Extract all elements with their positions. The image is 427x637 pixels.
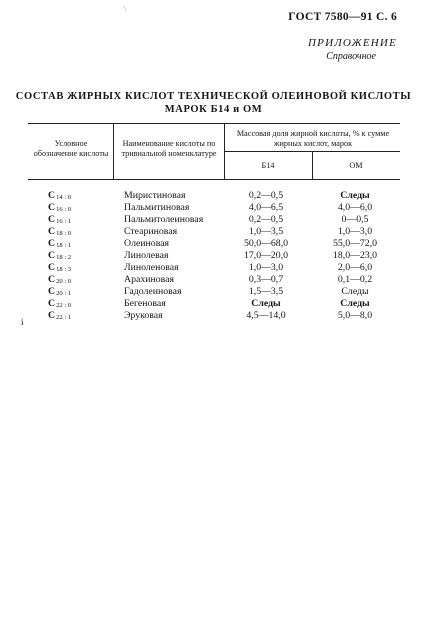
table-row-om: 4,0—6,0	[337, 202, 373, 213]
title-line-2: МАРОК Б14 и ОМ	[164, 104, 263, 115]
table-row-b14: 50,0—68,0	[243, 238, 289, 249]
table-row-b14: 4,0—6,5	[248, 202, 284, 213]
table-row-om: Следы	[341, 286, 369, 297]
table-row-om: 1,0—3,0	[337, 226, 373, 237]
appendix-label: ПРИЛОЖЕНИЕ	[308, 37, 397, 49]
table-row-name: Линолевая	[124, 250, 169, 261]
table-row-code: C16 : 0	[48, 202, 72, 213]
table-row-code: C22 : 1	[48, 310, 72, 321]
table-row-name: Стеариновая	[124, 226, 178, 237]
table-row-om: 55,0—72,0	[332, 238, 378, 249]
table-row-om: 0—0,5	[341, 214, 369, 225]
table-row-code: C16 : 1	[48, 214, 72, 225]
table-row-b14: 1,0—3,0	[248, 262, 284, 273]
table-row-b14: 1,0—3,5	[248, 226, 284, 237]
table-row-om: Следы	[340, 298, 370, 309]
table-row-b14: 0,2—0,5	[248, 190, 284, 201]
table-row-b14: 17,0—20,0	[243, 250, 289, 261]
table-row-name: Гадолеиновая	[124, 286, 182, 297]
table-row-b14: 0,2—0,5	[248, 214, 284, 225]
table-row-code: C14 : 0	[48, 190, 72, 201]
header-divider-2	[224, 123, 225, 179]
table-top-rule	[28, 123, 400, 124]
header-divider-1	[113, 123, 114, 179]
header-grade-om: ОМ	[349, 161, 363, 170]
table-row-code: C18 : 3	[48, 262, 72, 273]
table-row-name: Пальмитолеиновая	[124, 214, 204, 225]
page-header-standard: ГОСТ 7580—91 С. 6	[288, 11, 397, 23]
table-row-b14: 1,5—3,5	[248, 286, 284, 297]
table-row-name: Арахиновая	[124, 274, 174, 285]
header-mass-fraction: Массовая доля жирной кислоты, % к сумме жирных кислот, марок	[236, 129, 390, 148]
table-row-om: Следы	[340, 190, 370, 201]
table-row-om: 18,0—23,0	[332, 250, 378, 261]
header-grade-b14: Б14	[261, 161, 275, 170]
header-acid-name: Наименование кислоты по тривиальной номенклатуре	[121, 139, 217, 158]
table-row-b14: Следы	[251, 298, 281, 309]
header-bottom-rule	[28, 179, 400, 180]
table-row-b14: 4,5—14,0	[246, 310, 286, 321]
header-divider-3	[312, 151, 313, 179]
document-title	[0, 90, 427, 116]
appendix-type: Справочное	[326, 51, 376, 62]
table-row-name: Пальмитиновая	[124, 202, 190, 213]
margin-mark: i	[21, 317, 24, 327]
table-row-om: 0,1—0,2	[337, 274, 373, 285]
table-row-code: C18 : 2	[48, 250, 72, 261]
table-row-name: Бегеновая	[124, 298, 166, 309]
scan-speck: \	[124, 5, 126, 13]
table-row-code: C20 : 0	[48, 274, 72, 285]
table-row-name: Эруковая	[124, 310, 163, 321]
table-row-name: Миристиновая	[124, 190, 186, 201]
table-row-om: 5,0—8,0	[337, 310, 373, 321]
table-row-name: Линоленовая	[124, 262, 179, 273]
table-row-name: Олеиновая	[124, 238, 170, 249]
table-row-code: C18 : 1	[48, 238, 72, 249]
table-row-b14: 0,3—0,7	[248, 274, 284, 285]
header-acid-code: Условное обозначение кислоты	[33, 139, 109, 158]
table-row-om: 2,0—6,0	[337, 262, 373, 273]
table-row-code: C22 : 0	[48, 298, 72, 309]
title-line-1: СОСТАВ ЖИРНЫХ КИСЛОТ ТЕХНИЧЕСКОЙ ОЛЕИНОВОЙ КИСЛОТЫ	[15, 91, 412, 102]
table-row-code: C20 : 1	[48, 286, 72, 297]
table-row-code: C18 : 0	[48, 226, 72, 237]
